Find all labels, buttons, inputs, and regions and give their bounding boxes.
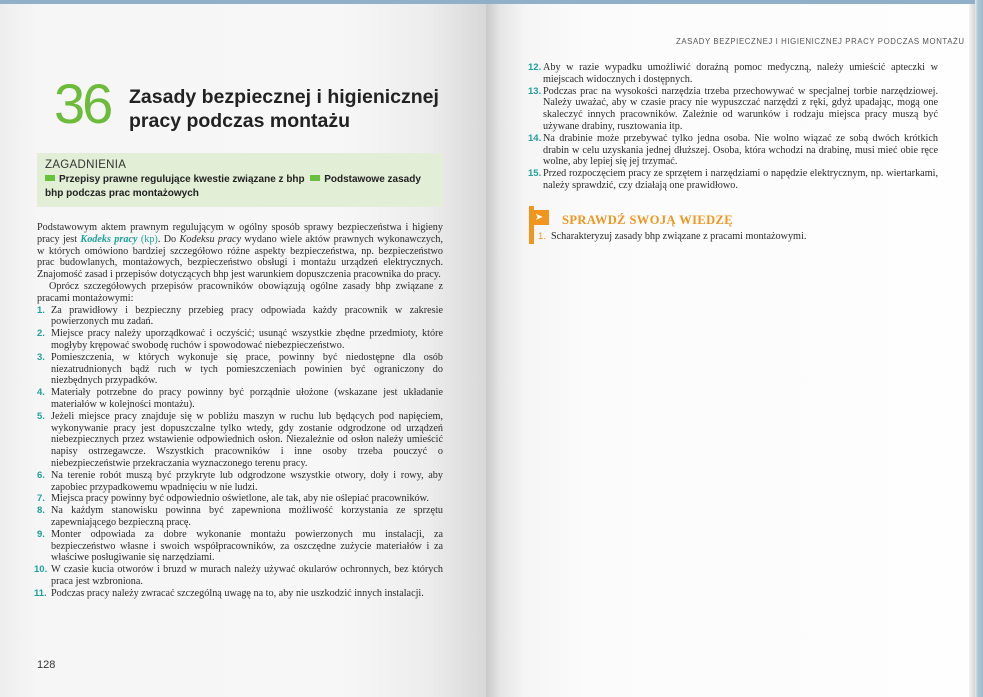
rule-number: 15. <box>528 168 542 180</box>
rule-number: 12. <box>528 62 542 73</box>
topics-list <box>45 173 435 201</box>
text-run: Podstawowym aktem prawnym regulującym w ogólny sposób sprawy bezpieczeństwa i higieny pracy jest <box>37 222 443 245</box>
scrollbar[interactable] <box>975 0 983 697</box>
rule-item <box>528 62 938 86</box>
topic-item: Przepisy prawne regulujące kwestie związane z bhp <box>59 174 305 185</box>
rule-item <box>37 305 443 329</box>
keyword-kp: (kp) <box>140 233 158 245</box>
rule-item <box>528 86 938 133</box>
keyword-kodeks-pracy: Kodeks pracy <box>80 233 138 245</box>
rule-text: Miejsca pracy powinny być odpowiednio oświetlone, ale tak, aby nie oślepiać pracowników. <box>51 493 429 505</box>
topics-box <box>37 153 443 207</box>
left-body-text <box>34 222 444 600</box>
right-body-text <box>528 62 938 192</box>
question-item <box>538 231 806 242</box>
rule-item <box>528 168 938 192</box>
rule-number: 2. <box>37 328 45 340</box>
rule-text: Pomieszczenia, w których wykonuje się prace, powinny być niedostępne dla osób niezatrudnionych bądź ruch w tych pomieszczeniach powinien być ograniczony do niezbędnych przypadków. <box>51 351 443 387</box>
rule-number: 10. <box>34 564 48 576</box>
chapter-number: 36 <box>54 72 111 135</box>
rule-text: Za prawidłowy i bezpieczny przebieg pracy odpowiada każdy pracownik w zakresie powierzonych mu zadań. <box>51 304 443 328</box>
topic-item: Podstawowe zasady bhp podczas prac montażowych <box>45 174 421 199</box>
rule-number: 1. <box>37 304 45 316</box>
rule-text: Podczas prac na wysokości narzędzia trzeba przechowywać w specjalnej torbie narzędziowej. Należy uważać, aby w czasie pracy nie wypuszczać narzędzi z ręki, gdyż upadając, mogą one skaleczyć innych pracowników. Zależnie od warunków i rodzaju miejsca pracy muszą być używane drabiny, rusztowania itp. <box>543 85 938 132</box>
rule-number: 9. <box>37 528 45 540</box>
rule-text: Jeżeli miejsce pracy znajduje się w pobliżu maszyn w ruchu lub będących pod napięciem, wykonywanie pracy jest dopuszczalne tylko wtedy, gdy zostanie odgrodzone od urządzeń niebezpiecznych przez wstawienie odpowiednich osłon. Niezależnie od osłon należy umieścić napisy ostrzegawcze. Wszystkich pracowników i inne osoby trzeba pouczyć o niebezpieczeństwie przekraczania wyznaczonego terenu pracy. <box>51 410 443 469</box>
rule-number: 13. <box>528 85 542 97</box>
rule-number: 8. <box>37 505 45 517</box>
rule-text: Miejsce pracy należy uporządkować i oczyścić; usunąć wszystkie zbędne przedmioty, które mogłyby krępować swobodę ruchów i spowodować niebezpieczeństwo. <box>51 328 443 351</box>
rule-number: 14. <box>528 132 542 144</box>
text-run: wydano wiele aktów prawnych wykonawczych, w których omówiono bardziej szczegółowo różne aspekty bezpieczeństwa, np. bezpieczeństwo prac budowlanych, montażowych, bezpieczeństwo obsługi i montażu urządzeń elektrycznych. Znajomość zasad i przepisów dotyczących bhp jest warunkiem dopuszczenia pracownika do pracy. <box>37 233 444 281</box>
chapter-title: Zasady bezpiecznej i higienicznej pracy podczas montażu <box>129 86 439 132</box>
rule-item <box>37 470 443 494</box>
bullet-square-icon <box>45 175 55 181</box>
rule-text: Na drabinie może przebywać tylko jedna osoba. Nie wolno wiązać ze sobą dwóch krótkich drabin w celu uzyskania jednej dłuższej. Osoba, która wchodzi na drabinę, musi mieć obie ręce wolne, aby lepiej się jej trzymać. <box>543 132 938 168</box>
rule-number: 7. <box>37 493 45 505</box>
rules-list-left <box>34 304 443 600</box>
rule-item <box>37 387 443 411</box>
rule-text: Aby w razie wypadku umożliwić doraźną pomoc medyczną, należy umieścić apteczki w miejscach widocznych i dostępnych. <box>543 62 938 85</box>
rule-item <box>37 529 443 564</box>
question-text: Scharakteryzuj zasady bhp związane z pracami montażowymi. <box>550 231 807 242</box>
intro-paragraph <box>37 222 443 281</box>
rule-text: Materiały potrzebne do pracy powinny być porządnie ułożone (wskazane jest układanie materiałów w kolejności montażu). <box>51 387 443 410</box>
rule-text: Na terenie robót muszą być przykryte lub odgrodzone wszystkie otwory, doły i rowy, aby zapobiec przypadkowemu wpadnięciu w nie ludzi. <box>51 469 443 493</box>
rule-item <box>37 505 443 529</box>
rules-list-right <box>528 62 938 192</box>
bullet-square-icon <box>310 175 320 181</box>
rule-item <box>37 493 443 505</box>
text-run: . Do <box>157 233 180 245</box>
rule-text: Na każdym stanowisku powinna być zapewniona możliwość korzystania ze sprzętu zapewniającego bezpieczną pracę. <box>51 505 443 528</box>
rule-text: Podczas pracy należy zwracać szczególną uwagę na to, aby nie uszkodzić innych instalacji. <box>51 587 424 599</box>
rule-item <box>37 411 443 470</box>
rule-item <box>34 564 443 588</box>
check-knowledge-title: SPRAWDŹ SWOJĄ WIEDZĘ <box>562 213 734 227</box>
intro-paragraph-2: Oprócz szczegółowych przepisów pracowników obowiązują ogólne zasady bhp związane z pracami montażowymi: <box>37 280 443 304</box>
running-head: ZASADY BEZPIECZNEJ I HIGIENICZNEJ PRACY PODCZAS MONTAŻU <box>676 37 965 46</box>
rule-item <box>37 328 443 352</box>
rule-number: 11. <box>34 587 47 599</box>
rule-text: W czasie kucia otworów i bruzd w murach należy używać okularów ochronnych, bez których praca jest wzbroniona. <box>51 564 443 587</box>
rule-text: Monter odpowiada za dobre wykonanie montażu powierzonych mu instalacji, za bezpieczeństwo własne i swoich współpracowników, za oszczędne zużycie materiałów i za właściwe posługiwanie się narzędziami. <box>51 528 443 564</box>
rocket-icon: ➤ <box>529 210 549 225</box>
rule-item <box>37 352 443 387</box>
rule-number: 3. <box>37 351 45 363</box>
question-number: 1. <box>538 231 546 242</box>
topics-title: ZAGADNIENIA <box>45 159 127 171</box>
rule-number: 5. <box>37 410 45 422</box>
rule-number: 6. <box>37 469 45 481</box>
italic-kodeksu-pracy: Kodeksu pracy <box>179 233 242 245</box>
rule-item <box>34 587 443 600</box>
rule-text: Przed rozpoczęciem pracy ze sprzętem i narzędziami o napędzie elektrycznym, np. wiertarkami, należy sprawdzić, czy działają one prawidłowo. <box>543 168 938 191</box>
rule-number: 4. <box>37 387 45 399</box>
page-number: 128 <box>37 659 56 671</box>
rule-item <box>528 133 938 168</box>
